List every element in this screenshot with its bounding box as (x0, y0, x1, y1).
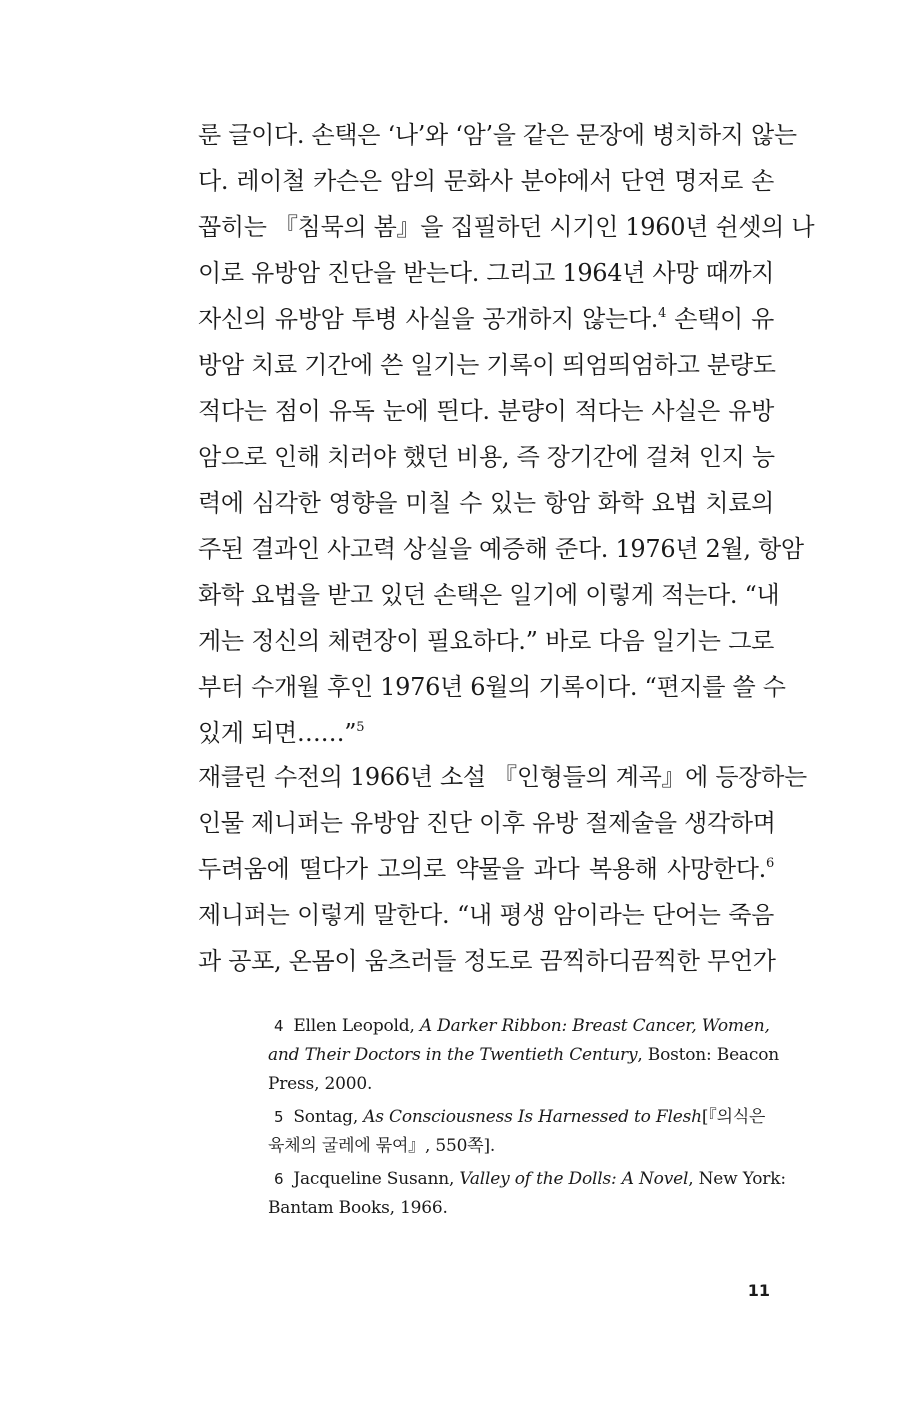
footnote-text: , New York: (688, 1169, 786, 1189)
footnotes-section (268, 1012, 786, 1227)
footnote-title: and Their Doctors in the Twentieth Century (268, 1045, 638, 1065)
text-line: 주된 결과인 사고력 상실을 예증해 준다. 1976년 2월, 항암 (198, 535, 804, 563)
text-line: 다. 레이철 카슨은 암의 문화사 분야에서 단연 명저로 손 (198, 167, 774, 195)
text-line: 부터 수개월 후인 1976년 6월의 기록이다. “편지를 쓸 수 (198, 673, 786, 701)
footnote-line (268, 1103, 774, 1132)
footnote-line: Bantam Books, 1966. (268, 1198, 448, 1218)
footnote-line: Press, 2000. (268, 1074, 373, 1094)
text-line: 꼽히는 『침묵의 봄』을 집필하던 시기인 1960년 쉰셋의 나 (198, 213, 815, 241)
text-segment: 자신의 유방암 투병 사실을 공개하지 않는다. (198, 305, 659, 333)
text-segment: 있게 되면……” (198, 719, 357, 747)
footnote-number: 4 (274, 1017, 284, 1035)
text-line: 게는 정신의 체련장이 필요하다.” 바로 다음 일기는 그로 (198, 627, 774, 655)
footnote-title: Valley of the Dolls: A Novel (459, 1169, 689, 1189)
footnote-text: [『의식은 (701, 1107, 766, 1127)
body-paragraph-2 (198, 754, 807, 984)
footnote-6 (268, 1165, 786, 1223)
footnote-4 (268, 1012, 779, 1099)
footnote-text: , Boston: Beacon (637, 1045, 779, 1065)
footnote-reference-5[interactable]: 5 (356, 720, 365, 735)
text-line: 룬 글이다. 손택은 ‘나’와 ‘암’을 같은 문장에 병치하지 않는 (198, 121, 797, 149)
footnote-text: Ellen Leopold, (293, 1016, 420, 1036)
text-line: 과 공포, 온몸이 움츠러들 정도로 끔찍하디끔찍한 무언가 (198, 947, 776, 975)
footnote-5 (268, 1103, 774, 1161)
footnote-reference-6[interactable]: 6 (766, 856, 774, 871)
footnote-text: Jacqueline Susann, (293, 1169, 460, 1189)
footnote-line (268, 1012, 774, 1041)
footnote-line (268, 1041, 779, 1070)
text-line: 화학 요법을 받고 있던 손택은 일기에 이렇게 적는다. “내 (198, 581, 780, 609)
text-line: 인물 제니퍼는 유방암 진단 이후 유방 절제술을 생각하며 (198, 809, 776, 837)
text-segment: 손택이 유 (666, 305, 774, 333)
text-line (198, 710, 774, 756)
text-line: 적다는 점이 유독 눈에 띈다. 분량이 적다는 사실은 유방 (198, 397, 774, 425)
text-line: 방암 치료 기간에 쓴 일기는 기록이 띄엄띄엄하고 분량도 (198, 351, 776, 379)
footnote-reference-4[interactable]: 4 (658, 306, 667, 321)
text-line: 력에 심각한 영향을 미칠 수 있는 항암 화학 요법 치료의 (198, 489, 774, 517)
footnote-line (268, 1165, 786, 1194)
footnote-line: 육체의 굴레에 묶여』, 550쪽]. (268, 1136, 496, 1156)
text-line (198, 296, 774, 342)
footnote-title: A Darker Ribbon: Breast Cancer, Women, (419, 1016, 770, 1036)
text-line: 제니퍼는 이렇게 말한다. “내 평생 암이라는 단어는 죽음 (198, 901, 774, 929)
text-line: 이로 유방암 진단을 받는다. 그리고 1964년 사망 때까지 (198, 259, 775, 287)
text-line: 암으로 인해 치러야 했던 비용, 즉 장기간에 걸쳐 인지 능 (198, 443, 775, 471)
text-line (198, 846, 774, 892)
footnote-text: Sontag, (293, 1107, 364, 1127)
footnote-title: As Consciousness Is Harnessed to Flesh (363, 1107, 702, 1127)
footnote-number: 5 (274, 1108, 284, 1126)
text-segment: 두려움에 떨다가 고의로 약물을 과다 복용해 사망한다. (198, 855, 767, 883)
text-line: 재클린 수전의 1966년 소설 『인형들의 계곡』에 등장하는 (198, 763, 807, 791)
footnote-number: 6 (274, 1170, 284, 1188)
body-paragraph-1 (198, 112, 815, 756)
page-number: 11 (747, 1281, 770, 1300)
